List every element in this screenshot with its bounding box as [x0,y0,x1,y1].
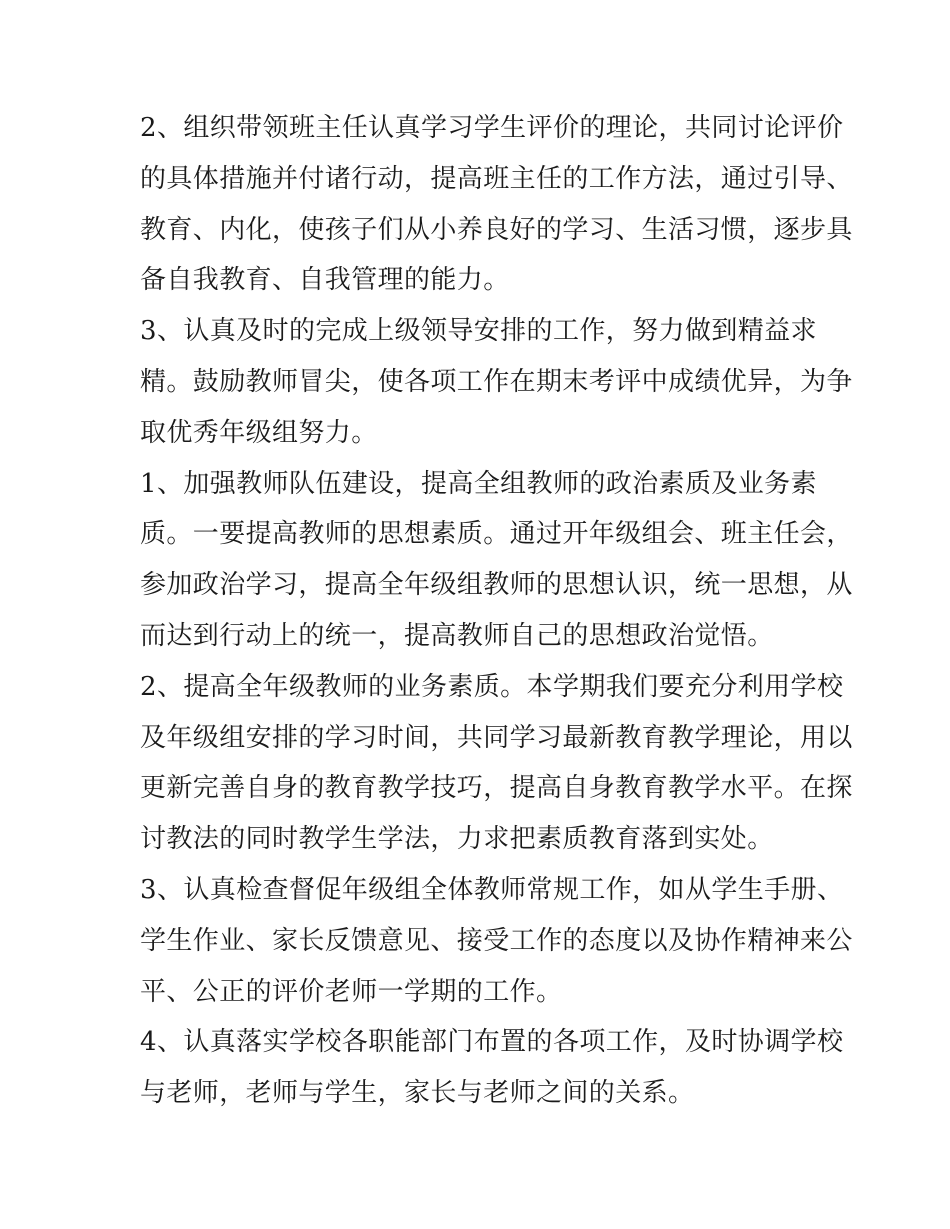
paragraph-line: 1、加强教师队伍建设，提高全组教师的政治素质及业务素 [140,468,817,499]
paragraph-line: 3、认真及时的完成上级领导安排的工作，努力做到精益求 [140,316,817,347]
paragraph-1 [140,103,853,306]
paragraph-line: 讨教法的同时教学生学法，力求把素质教育落到实处。 [140,824,774,855]
paragraph-line: 及年级组安排的学习时间，共同学习最新教育教学理论，用以 [140,722,853,753]
paragraph-line: 学生作业、家长反馈意见、接受工作的态度以及协作精神来公 [140,925,853,956]
paragraph-line: 教育、内化，使孩子们从小养良好的学习、生活习惯，逐步具 [140,214,853,245]
paragraph-3 [140,459,853,662]
paragraph-line: 备自我教育、自我管理的能力。 [140,265,510,296]
paragraph-5 [140,865,853,1017]
paragraph-line: 精。鼓励教师冒尖，使各项工作在期末考评中成绩优异，为争 [140,366,853,397]
paragraph-line: 更新完善自身的教育教学技巧，提高自身教育教学水平。在探 [140,773,853,804]
paragraph-line: 参加政治学习，提高全年级组教师的思想认识，统一思想，从 [140,570,853,601]
paragraph-4 [140,662,853,865]
paragraph-line: 2、提高全年级教师的业务素质。本学期我们要充分利用学校 [140,671,844,702]
paragraph-line: 平、公正的评价老师一学期的工作。 [140,976,563,1007]
paragraph-line: 3、认真检查督促年级组全体教师常规工作，如从学生手册、 [140,874,844,905]
paragraph-line: 2、组织带领班主任认真学习学生评价的理论，共同讨论评价 [140,113,844,143]
paragraph-line: 与老师，老师与学生，家长与老师之间的关系。 [140,1078,695,1109]
paragraph-6 [140,1017,844,1119]
document-body [140,103,853,1119]
paragraph-line: 而达到行动上的统一，提高教师自己的思想政治觉悟。 [140,620,774,651]
paragraph-line: 的具体措施并付诸行动，提高班主任的工作方法，通过引导、 [140,163,853,194]
paragraph-line: 质。一要提高教师的思想素质。通过开年级组会、班主任会， [140,519,853,550]
paragraph-line: 4、认真落实学校各职能部门布置的各项工作，及时协调学校 [140,1027,844,1058]
paragraph-line: 取优秀年级组努力。 [140,417,378,448]
paragraph-2 [140,306,853,458]
